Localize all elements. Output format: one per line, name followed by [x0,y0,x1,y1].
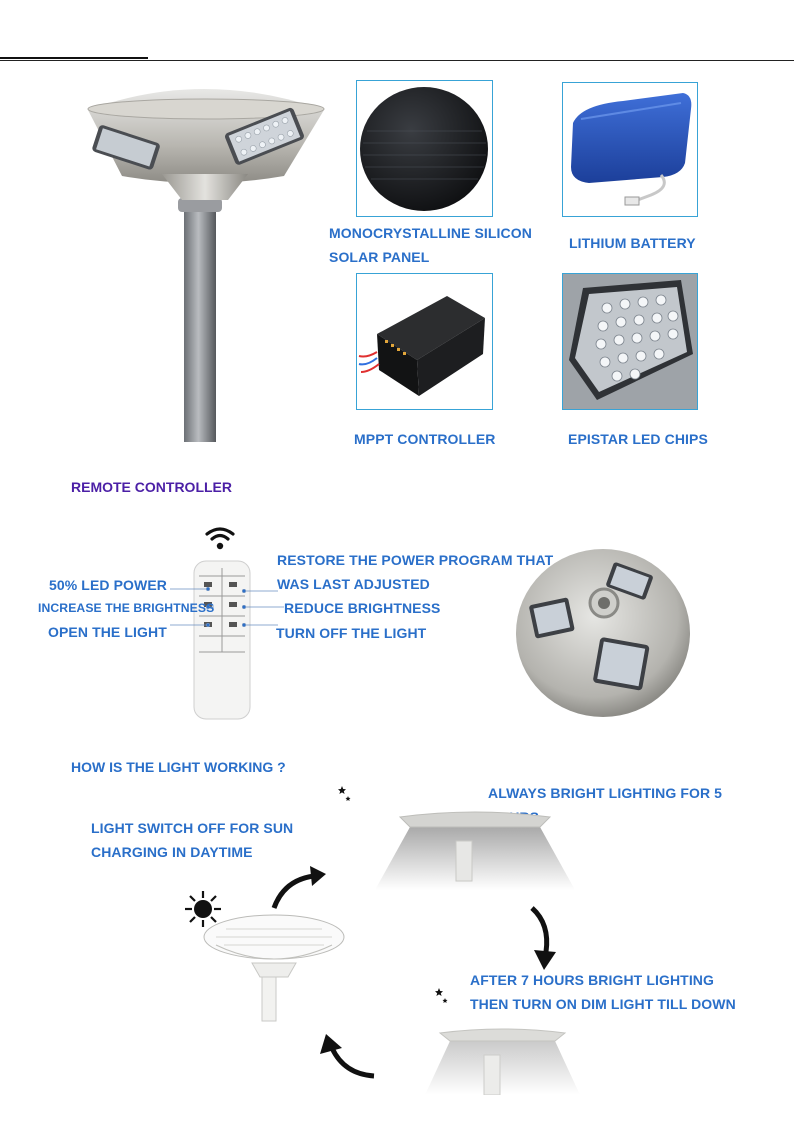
wifi-icon [204,525,236,551]
arrow-down-icon [528,906,558,972]
header-rule-short [0,57,148,59]
remote-label-reduce: REDUCE BRIGHTNESS [284,600,441,616]
led-chips-label: EPISTAR LED CHIPS [568,431,708,447]
daytime-label-line2: CHARGING IN DAYTIME [91,844,253,860]
product-lamp-image [68,78,338,448]
night-dim-lamp-image [420,1025,585,1095]
dim-label-line2: THEN TURN ON DIM LIGHT TILL DOWN [470,996,736,1012]
bright-label-line1: ALWAYS BRIGHT LIGHTING FOR 5 [488,785,723,801]
arrow-up-left-icon [318,1034,378,1082]
daytime-label-line1: LIGHT SWITCH OFF FOR SUN [91,820,294,836]
arrow-up-right-icon [270,866,330,910]
solar-panel-label-line2: SOLAR PANEL [329,249,430,265]
led-chips-image [562,273,698,410]
solar-panel-label-line1: MONOCRYSTALLINE SILICON [329,225,532,241]
moon-stars-icon-bottom [412,982,452,1012]
working-heading: HOW IS THE LIGHT WORKING ? [71,759,286,775]
remote-label-restore-line2: WAS LAST ADJUSTED [277,576,430,592]
mppt-controller-image [356,273,493,410]
lithium-battery-label: LITHIUM BATTERY [569,235,696,251]
remote-controller-heading: REMOTE CONTROLLER [71,479,232,495]
solar-panel-image [356,80,493,217]
remote-label-increase: INCREASE THE BRIGHTNESS [38,601,215,615]
lamp-underside-image [514,547,692,719]
moon-stars-icon-top [315,780,355,810]
header-rule-long [0,60,794,61]
night-bright-lamp-image [370,805,580,890]
remote-label-open: OPEN THE LIGHT [48,624,167,640]
daytime-lamp-image [196,905,346,1025]
remote-label-turn-off: TURN OFF THE LIGHT [276,625,427,641]
lithium-battery-image [562,82,698,217]
remote-label-restore-line1: RESTORE THE POWER PROGRAM THAT [277,552,554,568]
remote-label-50-led: 50% LED POWER [49,577,167,593]
mppt-controller-label: MPPT CONTROLLER [354,431,496,447]
dim-label-line1: AFTER 7 HOURS BRIGHT LIGHTING [470,972,715,988]
